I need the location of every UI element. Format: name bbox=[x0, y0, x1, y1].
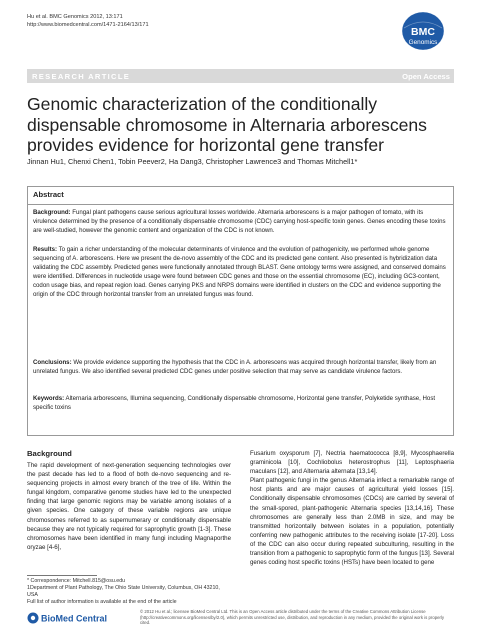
background-right-column: Fusarium oxysporum [7], Nectria haematococca [8,9], Mycosphaerella graminicola [10], Cochliobolus heterostrophus [11], Leptosphaeria maculans [12], and Alternaria alternata [13,14]. Plant pathogenic fungi in the genus Alternaria infect a remarkable range of host plants and are major causes of agricultural yield losses [15]. Conditionally dispensable chromosomes (CDCs) are carried by several of the small-spored, plant-pathogenic Alternaria species [13,14,16]. These chromosomes are generally less than 2.0MB in size, and may be transmitted horizontally between isolates in a population, potentially conferring new pathogenic attributes to the receiving isolate [17-20]. Loss of the CDC can also occur during repeated subculturing, resulting in the transition from a pathogenic to saprophytic form of the fungus [13]. Several genes coding host specific toxins (HSTs) have been located to gene bbox=[250, 450, 454, 567]
abstract-results-text: To gain a richer understanding of the molecular determinants of virulence and the evolution of pathogenicity, we performed whole genome sequencing of A. arborescens. Here we present the de-novo assembly of the CDC and its predicted gene content. Also presented is hybridization data validating the CDC assembly. Predicted genes were functionally annotated through BLAST. Gene ontology terms were assigned, and conserved domains were identified. Differences in nucleotide usage were found between CDC genes and those on the essential chromosome (EC), including GC3-content, codon usage bias, and repeat region load. Genes carrying PKS and NRPS domains were identified in clusters on the CDC and evidence supporting the origin of the CDC through horizontal transfer from an unrelated fungus was found. bbox=[33, 246, 446, 298]
journal-citation bbox=[27, 14, 149, 29]
abstract-results bbox=[33, 246, 447, 299]
background-left-column: The rapid development of next-generation sequencing technologies over the past decade has led to a flood of both de-novo sequencing and re-sequencing projects in almost every branch of the tree of life. Within the fungal kingdom, comparative genome studies have led to the unexpected finding that large genomic regions may be variable among isolates of a given species. One category of these variable regions are unique chromosomes referred to as supernumerary or conditionally dispensable because they are not typically required for saprophytic growth [1-3]. These chromosomes have been identified in many fungi including Magnaporthe oryzae [4-6], bbox=[27, 462, 231, 551]
abstract-heading: Abstract bbox=[33, 190, 64, 199]
author-info-note: Full list of author information is available at the end of the article bbox=[27, 599, 177, 605]
article-title: Genomic characterization of the conditionally dispensable chromosome in Alternaria arborescens provides evidence for horizontal gene transfer bbox=[27, 94, 427, 155]
logo-bmc: BMC bbox=[411, 26, 435, 38]
author-affiliation: 1Department of Plant Pathology, The Ohio State University, Columbus, OH 43210, USA bbox=[27, 585, 220, 598]
publisher-name: BioMed Central bbox=[41, 613, 108, 624]
abstract-results-label: Results: bbox=[33, 246, 58, 253]
abstract-keywords-label: Keywords: bbox=[33, 395, 65, 402]
license-text: © 2012 Hu et al.; licensee BioMed Central Ltd. This is an Open Access article distributed under the terms of the Creative Commons Attribution License (http://creativecommons.org/licenses/by/2.0), which permits unrestricted use, distribution, and reproduction in any medium, provided the original work is properly cited. bbox=[140, 609, 445, 626]
correspondence-email[interactable]: * Correspondence: Mitchell.815@osu.edu bbox=[27, 578, 126, 584]
abstract-conclusions-label: Conclusions: bbox=[33, 359, 72, 366]
footnote-rule bbox=[27, 575, 97, 576]
abstract-conclusions-text: We provide evidence supporting the hypothesis that the CDC in A. arborescens was acquired through horizontal transfer, likely from an unrelated fungus. We also identified several predicted CDC genes under positive selection that may serve as candidate virulence factors. bbox=[33, 359, 437, 375]
abstract-keywords-text: Alternaria arborescens, Illumina sequencing, Conditionally dispensable chromosome, Horizontal gene transfer, Polyketide synthase, Host specific toxins bbox=[33, 395, 436, 411]
abstract-background bbox=[33, 209, 447, 236]
article-url[interactable]: http://www.biomedcentral.com/1471-2164/13/171 bbox=[27, 21, 149, 28]
citation-line: Hu et al. BMC Genomics 2012, 13:171 bbox=[27, 14, 123, 20]
article-type: RESEARCH ARTICLE bbox=[32, 72, 131, 81]
logo-genomics: Genomics bbox=[408, 39, 438, 46]
abstract-conclusions bbox=[33, 359, 447, 377]
abstract-keywords bbox=[33, 395, 447, 413]
abstract-divider bbox=[27, 204, 454, 205]
author-list: Jinnan Hu1, Chenxi Chen1, Tobin Peever2, Ha Dang3, Christopher Lawrence3 and Thomas Mitchell1* bbox=[27, 157, 358, 166]
background-heading: Background bbox=[27, 449, 72, 458]
bmc-genomics-logo bbox=[392, 10, 454, 56]
biomed-central-logo bbox=[27, 611, 117, 625]
abstract-background-text: Fungal plant pathogens cause serious agricultural losses worldwide. Alternaria arborescens is a major pathogen of tomato, with its virulence determined by the presence of a conditionally dispensable chromosome (CDC) carrying host-specific toxin genes. Genes encoding these toxins are well-studied, however the genomic content and organization of the CDC is not known. bbox=[33, 209, 446, 234]
open-access-label: Open Access bbox=[402, 72, 450, 81]
article-type-banner bbox=[27, 69, 454, 83]
abstract-background-label: Background: bbox=[33, 209, 71, 216]
